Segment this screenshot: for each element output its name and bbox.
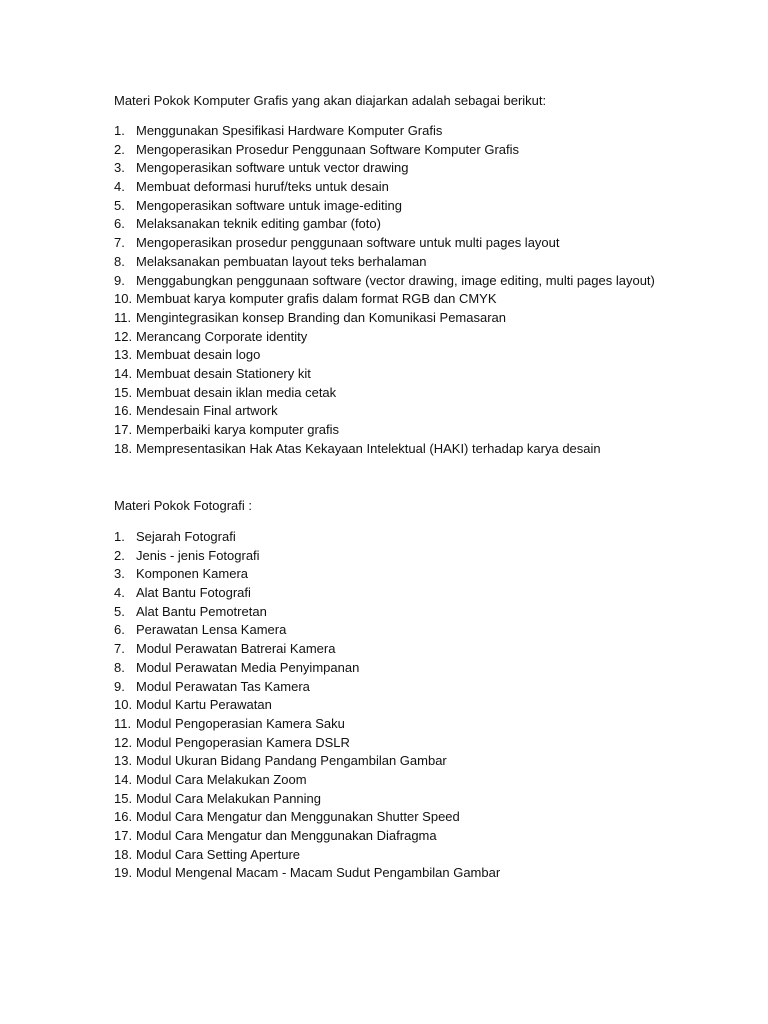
- section-heading-fotografi: Materi Pokok Fotografi :: [114, 498, 252, 513]
- list-item-text: Menggabungkan penggunaan software (vector drawing, image editing, multi pages layout): [136, 272, 655, 288]
- list-item-number: 1.: [114, 123, 125, 138]
- list-item: [114, 603, 500, 622]
- list-item-text: Sejarah Fotografi: [136, 529, 236, 544]
- list-item-number: 17.: [114, 828, 133, 843]
- list-item-number: 15.: [114, 384, 133, 400]
- section-heading-komputer-grafis: Materi Pokok Komputer Grafis yang akan diajarkan adalah sebagai berikut:: [114, 93, 547, 108]
- list-item-text: Perawatan Lensa Kamera: [136, 622, 287, 638]
- list-item-number: 10.: [114, 697, 133, 713]
- list-item: [114, 659, 500, 678]
- list-item-number: 9.: [114, 678, 125, 694]
- list-item-text: Modul Cara Mengatur dan Menggunakan Shutter Speed: [136, 809, 460, 825]
- list-item-text: Menggunakan Spesifikasi Hardware Komputer Grafis: [136, 123, 443, 138]
- list-item: [114, 734, 500, 753]
- list-item-text: Melaksanakan pembuatan layout teks berhalaman: [136, 253, 427, 269]
- list-item-number: 12.: [114, 734, 133, 750]
- list-item: [114, 384, 655, 403]
- list-item-number: 11.: [114, 309, 132, 325]
- list-item: [114, 440, 655, 459]
- list-item-number: 14.: [114, 771, 133, 787]
- list-item-text: Modul Ukuran Bidang Pandang Pengambilan Gambar: [136, 753, 447, 769]
- list-item-text: Modul Perawatan Batrerai Kamera: [136, 641, 336, 657]
- list-item-number: 7.: [114, 235, 125, 251]
- list-item: [114, 771, 500, 790]
- list-komputer-grafis: [114, 122, 655, 458]
- list-item-text: Modul Perawatan Tas Kamera: [136, 678, 310, 694]
- list-item-text: Membuat desain iklan media cetak: [136, 384, 337, 400]
- list-item-text: Melaksanakan teknik editing gambar (foto): [136, 216, 381, 232]
- list-item-number: 3.: [114, 160, 125, 176]
- list-item: [114, 715, 500, 734]
- list-item: [114, 215, 655, 234]
- list-item: [114, 584, 500, 603]
- list-item-number: 7.: [114, 641, 125, 657]
- list-item-text: Alat Bantu Fotografi: [136, 585, 251, 601]
- list-item-number: 4.: [114, 585, 125, 601]
- list-item: [114, 234, 655, 253]
- list-item: [114, 178, 655, 197]
- list-item: [114, 197, 655, 216]
- list-item-number: 13.: [114, 347, 133, 363]
- list-item-text: Mengoperasikan software untuk image-editing: [136, 197, 402, 213]
- list-item: [114, 272, 655, 291]
- list-item-text: Alat Bantu Pemotretan: [136, 603, 267, 619]
- list-item-text: Memperbaiki karya komputer grafis: [136, 422, 340, 437]
- list-item-number: 16.: [114, 809, 133, 825]
- list-item-number: 2.: [114, 547, 125, 563]
- list-item: [114, 827, 500, 846]
- list-item: [114, 846, 500, 865]
- list-item: [114, 547, 500, 566]
- list-item-text: Modul Kartu Perawatan: [136, 697, 272, 713]
- list-item: [114, 141, 655, 160]
- list-item: [114, 752, 500, 771]
- list-item-text: Modul Cara Mengatur dan Menggunakan Diafragma: [136, 828, 437, 843]
- list-item-number: 6.: [114, 622, 125, 638]
- list-item-text: Modul Cara Melakukan Panning: [136, 790, 321, 806]
- list-item: [114, 621, 500, 640]
- list-item-text: Modul Mengenal Macam - Macam Sudut Pengambilan Gambar: [136, 865, 501, 881]
- list-item: [114, 640, 500, 659]
- list-item: [114, 122, 655, 141]
- list-item-text: Mengintegrasikan konsep Branding dan Komunikasi Pemasaran: [136, 309, 506, 325]
- list-item-number: 18.: [114, 846, 133, 862]
- list-fotografi: [114, 528, 500, 883]
- list-item-text: Membuat karya komputer grafis dalam format RGB dan CMYK: [136, 291, 497, 307]
- list-item-text: Modul Cara Setting Aperture: [136, 846, 301, 862]
- list-item: [114, 346, 655, 365]
- list-item-number: 2.: [114, 141, 125, 157]
- list-item-number: 16.: [114, 403, 133, 419]
- list-item-text: Membuat desain logo: [136, 347, 261, 363]
- list-item-text: Modul Perawatan Media Penyimpanan: [136, 659, 360, 675]
- list-item: [114, 528, 500, 547]
- list-item-number: 11.: [114, 715, 132, 731]
- list-item-number: 4.: [114, 179, 125, 195]
- list-item: [114, 159, 655, 178]
- list-item-text: Merancang Corporate identity: [136, 328, 308, 344]
- list-item-number: 5.: [114, 603, 125, 619]
- list-item: [114, 365, 655, 384]
- list-item-number: 12.: [114, 328, 133, 344]
- list-item-number: 6.: [114, 216, 125, 232]
- list-item-text: Mengoperasikan Prosedur Penggunaan Software Komputer Grafis: [136, 141, 519, 157]
- list-item: [114, 565, 500, 584]
- list-item-number: 8.: [114, 253, 125, 269]
- list-item-number: 3.: [114, 566, 125, 582]
- list-item: [114, 678, 500, 697]
- list-item-text: Membuat desain Stationery kit: [136, 365, 311, 381]
- list-item: [114, 864, 500, 883]
- list-item-text: Mempresentasikan Hak Atas Kekayaan Intelektual (HAKI) terhadap karya desain: [136, 440, 601, 456]
- list-item-text: Modul Pengoperasian Kamera DSLR: [136, 734, 350, 750]
- list-item-text: Jenis - jenis Fotografi: [136, 547, 260, 563]
- list-item-text: Komponen Kamera: [136, 566, 249, 582]
- list-item: [114, 328, 655, 347]
- list-item-number: 9.: [114, 272, 125, 288]
- list-item-text: Mengoperasikan software untuk vector drawing: [136, 160, 409, 176]
- list-item-text: Mengoperasikan prosedur penggunaan software untuk multi pages layout: [136, 235, 560, 251]
- list-item: [114, 808, 500, 827]
- list-item-number: 18.: [114, 440, 133, 456]
- list-item-text: Modul Cara Melakukan Zoom: [136, 771, 307, 787]
- list-item-number: 10.: [114, 291, 133, 307]
- list-item-text: Membuat deformasi huruf/teks untuk desain: [136, 179, 389, 195]
- list-item-number: 17.: [114, 422, 133, 437]
- list-item-number: 1.: [114, 529, 125, 544]
- list-item: [114, 253, 655, 272]
- list-item-number: 5.: [114, 197, 125, 213]
- list-item-text: Mendesain Final artwork: [136, 403, 278, 419]
- list-item: [114, 309, 655, 328]
- list-item: [114, 290, 655, 309]
- list-item: [114, 696, 500, 715]
- list-item: [114, 402, 655, 421]
- list-item: [114, 790, 500, 809]
- list-item: [114, 421, 655, 440]
- list-item-number: 15.: [114, 790, 133, 806]
- list-item-number: 8.: [114, 659, 125, 675]
- list-item-number: 14.: [114, 365, 133, 381]
- list-item-number: 19.: [114, 865, 133, 881]
- list-item-text: Modul Pengoperasian Kamera Saku: [136, 715, 345, 731]
- list-item-number: 13.: [114, 753, 133, 769]
